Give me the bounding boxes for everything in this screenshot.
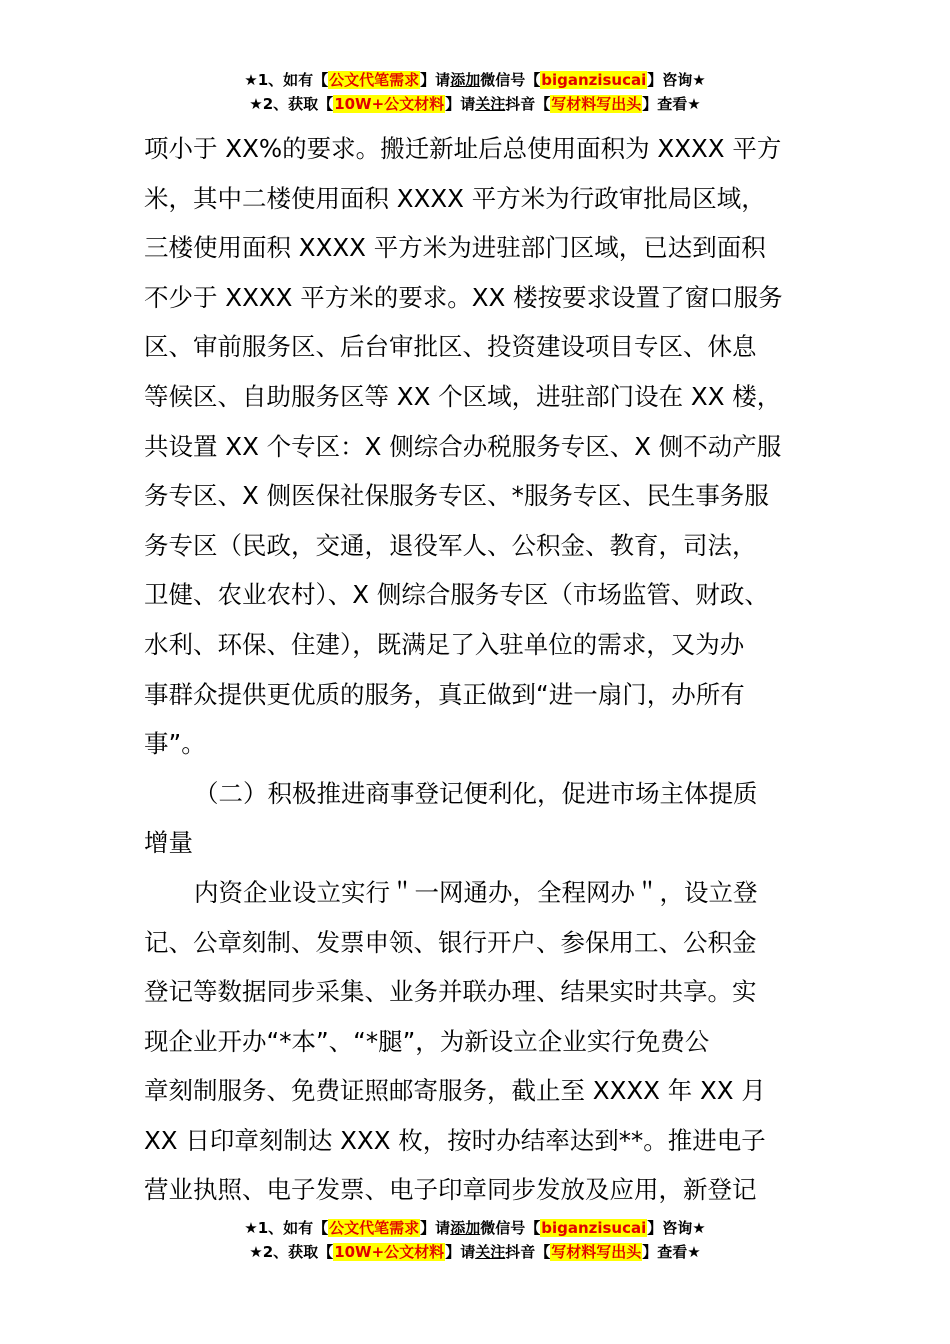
text-line: 事”。 (144, 729, 206, 759)
banner-highlight: 写材料写出头 (551, 1243, 642, 1261)
footer-banner (0, 1216, 950, 1264)
banner-text: 】请 (445, 95, 476, 113)
section-heading: （二）积极推进商事登记便利化，促进市场主体提质 (194, 778, 758, 808)
text-line: 区、审前服务区、后台审批区、投资建设项目专区、休息 (144, 332, 757, 362)
banner-text: 】请 (420, 71, 451, 89)
text-line: 务专区、X 侧医保社保服务专区、*服务专区、民生事务服 (144, 481, 769, 511)
banner-line-1 (0, 68, 950, 92)
banner-line-2 (0, 1240, 950, 1264)
banner-underline-text: 关注 (475, 1243, 506, 1261)
banner-underline-text: 关注 (475, 95, 506, 113)
banner-line-1 (0, 1216, 950, 1240)
text-line: 卫健、农业农村）、X 侧综合服务专区（市场监管、财政、 (144, 580, 769, 610)
text-line: 水利、环保、住建），既满足了入驻单位的需求，又为办 (144, 629, 745, 659)
text-line: 记、公章刻制、发票申领、银行开户、参保用工、公积金 (144, 927, 757, 957)
banner-underline-text: 添加 (450, 71, 481, 89)
banner-text: ★1、如有【 (244, 71, 329, 89)
text-line: 不少于 XXXX 平方米的要求。XX 楼按要求设置了窗口服务 (144, 282, 783, 312)
text-line: 务专区（民政，交通，退役军人、公积金、教育，司法， (144, 530, 757, 560)
text-line: 米，其中二楼使用面积 XXXX 平方米为行政审批局区域， (144, 183, 766, 213)
banner-text: 】请 (445, 1243, 476, 1261)
banner-text: ★2、获取【 (249, 1243, 334, 1261)
banner-highlight: 10W+公文材料 (334, 1243, 445, 1261)
banner-highlight: biganzisucai (541, 1219, 647, 1237)
banner-text: 抖音【 (505, 95, 551, 113)
document-body (144, 124, 809, 1215)
banner-text: ★2、获取【 (249, 95, 334, 113)
banner-text: 】查看★ (642, 1243, 701, 1261)
text-line: 共设置 XX 个专区：X 侧综合办税服务专区、X 侧不动产服 (144, 431, 782, 461)
text-line: 登记等数据同步采集、业务并联办理、结果实时共享。实 (144, 977, 757, 1007)
text-line: 现企业开办“*本”、“*腿”，为新设立企业实行免费公 (144, 1026, 710, 1056)
text-line: 项小于 XX%的要求。搬迁新址后总使用面积为 XXXX 平方 (144, 134, 782, 163)
text-line: 营业执照、电子发票、电子印章同步发放及应用，新登记 (144, 1175, 757, 1205)
banner-line-2 (0, 92, 950, 116)
banner-highlight: 公文代笔需求 (329, 1219, 420, 1237)
banner-underline-text: 添加 (450, 1219, 481, 1237)
text-line: 事群众提供更优质的服务，真正做到“进一扇门，办所有 (144, 679, 745, 709)
banner-highlight: 公文代笔需求 (329, 71, 420, 89)
banner-text: 】咨询★ (647, 71, 706, 89)
banner-text: 抖音【 (505, 1243, 551, 1261)
section-heading-cont: 增量 (144, 828, 193, 858)
banner-highlight: 10W+公文材料 (334, 95, 445, 113)
text-line: XX 日印章刻制达 XXX 枚，按时办结率达到**。推进电子 (144, 1125, 766, 1155)
text-line: 三楼使用面积 XXXX 平方米为进驻部门区域，已达到面积 (144, 233, 766, 263)
banner-highlight: 写材料写出头 (551, 95, 642, 113)
text-line: 章刻制服务、免费证照邮寄服务，截止至 XXXX 年 XX 月 (144, 1076, 766, 1106)
banner-text: 】请 (420, 1219, 451, 1237)
banner-text: 】查看★ (642, 95, 701, 113)
banner-text: 】咨询★ (647, 1219, 706, 1237)
text-line: 等候区、自助服务区等 XX 个区域，进驻部门设在 XX 楼， (144, 381, 782, 411)
banner-text: ★1、如有【 (244, 1219, 329, 1237)
banner-text: 微信号【 (480, 1219, 541, 1237)
header-banner (0, 68, 950, 116)
banner-highlight: biganzisucai (541, 71, 647, 89)
paragraph-start: 内资企业设立实行＂一网通办，全程网办＂，设立登 (194, 877, 758, 907)
banner-text: 微信号【 (480, 71, 541, 89)
